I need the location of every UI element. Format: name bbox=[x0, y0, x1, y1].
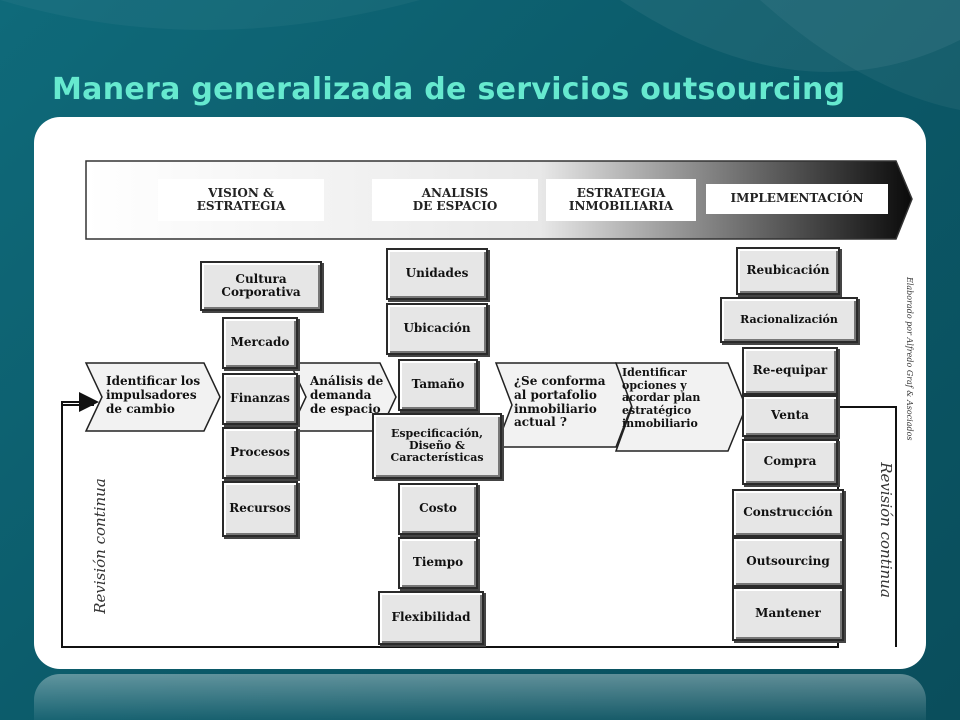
box-reubicacion: Reubicación bbox=[736, 247, 840, 295]
box-tamano: Tamaño bbox=[398, 359, 478, 411]
phase-estrategia: ESTRATEGIA INMOBILIARIA bbox=[546, 179, 696, 221]
box-unidades: Unidades bbox=[386, 248, 488, 300]
loop-label-right: Revisión continua bbox=[876, 462, 895, 598]
loop-label-left: Revisión continua bbox=[90, 478, 109, 614]
box-flexibilidad: Flexibilidad bbox=[378, 591, 484, 645]
credit-text: Elaborado por Alfredo Graf & Asociados bbox=[905, 277, 914, 441]
box-compra: Compra bbox=[742, 439, 838, 485]
box-finanzas: Finanzas bbox=[222, 373, 298, 425]
phase-analisis: ANALISIS DE ESPACIO bbox=[372, 179, 538, 221]
step-text-4: Identificar opciones y acordar plan estratégico inmobiliario bbox=[622, 366, 701, 430]
step-text-3: ¿Se conforma al portafolio inmobiliario actual ? bbox=[514, 374, 606, 430]
box-procesos: Procesos bbox=[222, 427, 298, 479]
box-venta: Venta bbox=[742, 395, 838, 437]
box-especificacion: Especificación, Diseño & Características bbox=[372, 413, 502, 479]
box-tiempo: Tiempo bbox=[398, 537, 478, 589]
box-cultura: Cultura Corporativa bbox=[200, 261, 322, 311]
box-racionalizacion: Racionalización bbox=[720, 297, 858, 343]
box-construccion: Construcción bbox=[732, 489, 844, 537]
box-recursos: Recursos bbox=[222, 481, 298, 537]
step-text-1: Identificar los impulsadores de cambio bbox=[106, 374, 201, 416]
box-mercado: Mercado bbox=[222, 317, 298, 369]
box-costo: Costo bbox=[398, 483, 478, 535]
slide-title: Manera generalizada de servicios outsourcing bbox=[52, 72, 846, 107]
box-ubicacion: Ubicación bbox=[386, 303, 488, 355]
phase-implementacion: IMPLEMENTACIÓN bbox=[706, 184, 888, 214]
box-mantener: Mantener bbox=[732, 587, 844, 641]
box-outsourcing: Outsourcing bbox=[732, 537, 844, 587]
card-reflection bbox=[34, 674, 926, 720]
phase-vision: VISION & ESTRATEGIA bbox=[158, 179, 324, 221]
step-text-2: Análisis de demanda de espacio bbox=[310, 374, 384, 416]
diagram-card bbox=[34, 117, 926, 669]
box-reequipar: Re-equipar bbox=[742, 347, 838, 395]
